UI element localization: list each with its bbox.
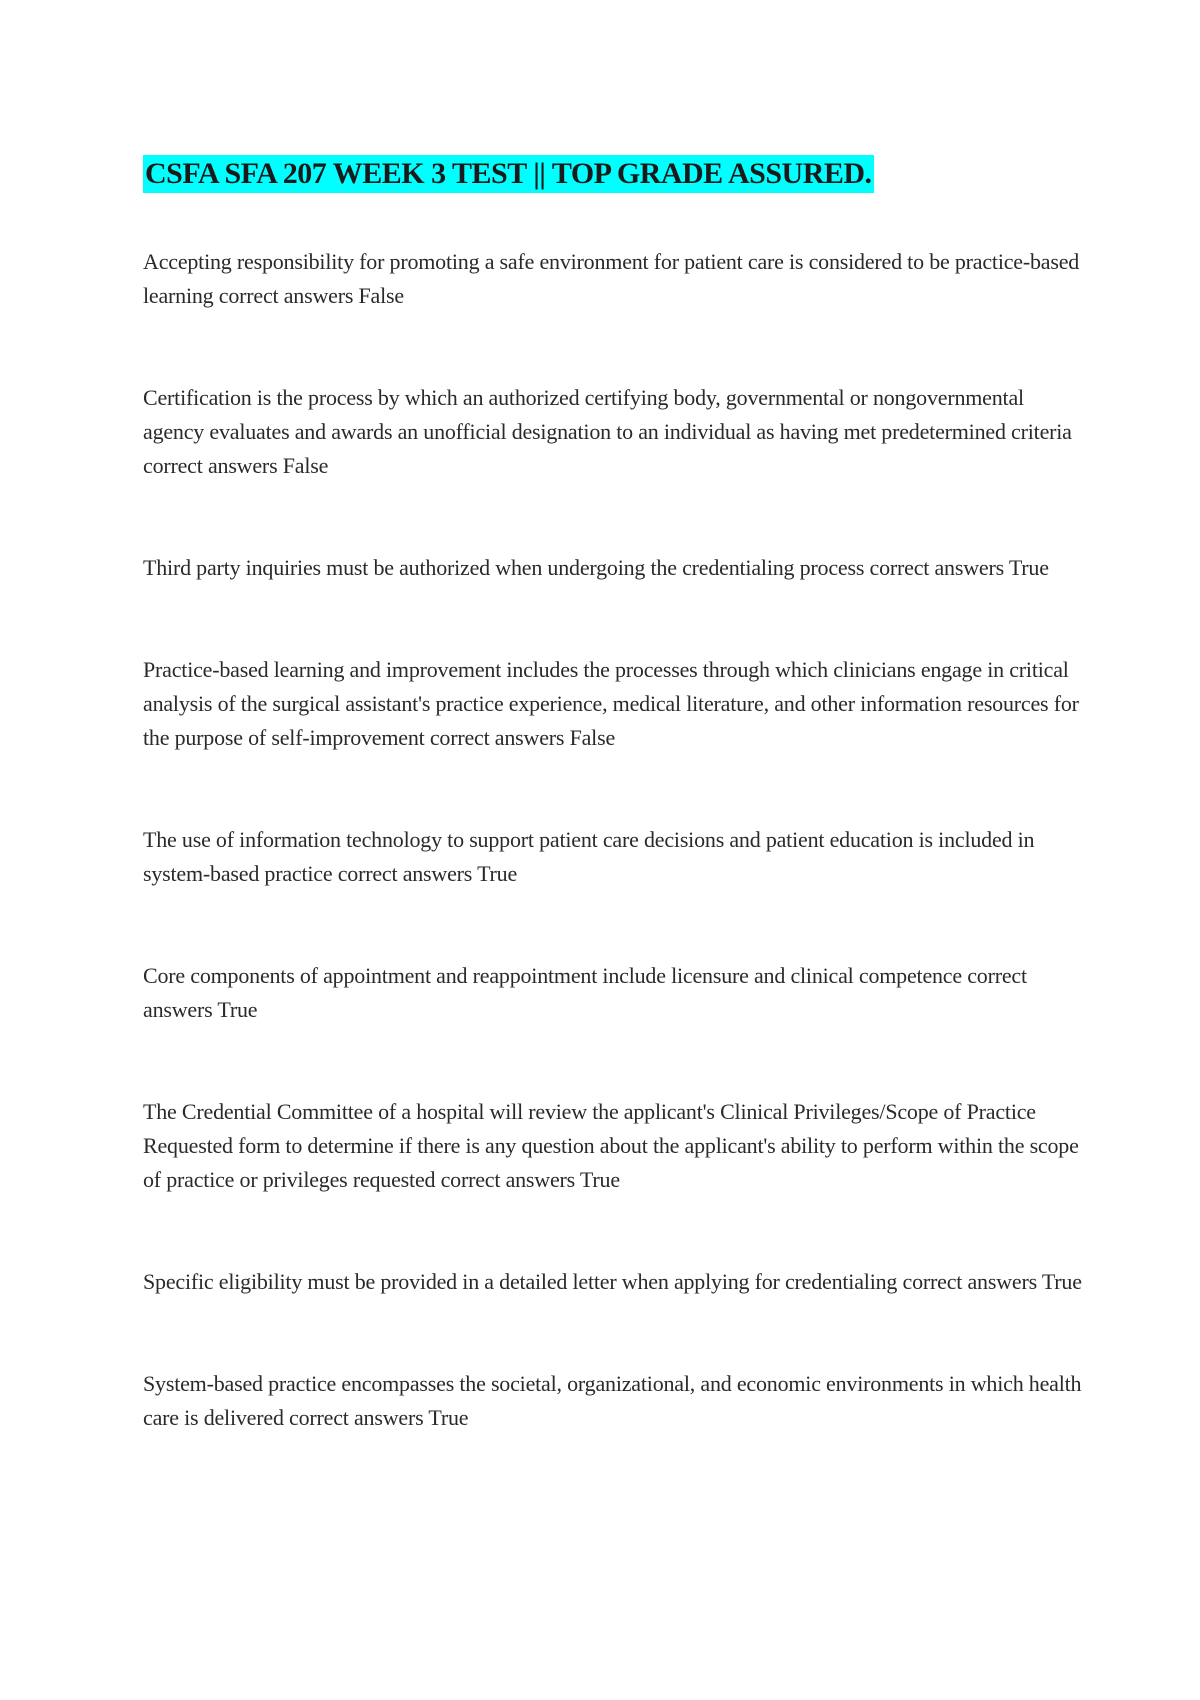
question-answer-item: System-based practice encompasses the societal, organizational, and economic environments in which health care is delivered correct answers True (143, 1371, 1082, 1430)
document-title: CSFA SFA 207 WEEK 3 TEST || TOP GRADE ASSURED. (143, 155, 874, 193)
document-content (143, 155, 1083, 1503)
question-answer-item: Accepting responsibility for promoting a safe environment for patient care is considered to be practice-based learning correct answers False (143, 249, 1080, 308)
question-answer-item: Third party inquiries must be authorized when undergoing the credentialing process correct answers True (143, 555, 1049, 580)
question-answer-item: Core components of appointment and reappointment include licensure and clinical competence correct answers True (143, 963, 1027, 1022)
question-answer-item: The use of information technology to support patient care decisions and patient education is included in system-based practice correct answers True (143, 827, 1035, 886)
question-answer-item: Specific eligibility must be provided in a detailed letter when applying for credentialing correct answers True (143, 1269, 1082, 1294)
question-answer-item: The Credential Committee of a hospital will review the applicant's Clinical Privileges/Scope of Practice Requested form to determine if there is any question about the applicant's ability to perform within the scope of practice or privileges requested correct answers True (143, 1099, 1079, 1192)
question-answer-list (143, 245, 1083, 1435)
question-answer-item: Practice-based learning and improvement includes the processes through which clinicians engage in critical analysis of the surgical assistant's practice experience, medical literature, and other information resources for the purpose of self-improvement correct answers False (143, 657, 1079, 750)
question-answer-item: Certification is the process by which an authorized certifying body, governmental or nongovernmental agency evaluates and awards an unofficial designation to an individual as having met predetermined criteria correct answers False (143, 385, 1072, 478)
